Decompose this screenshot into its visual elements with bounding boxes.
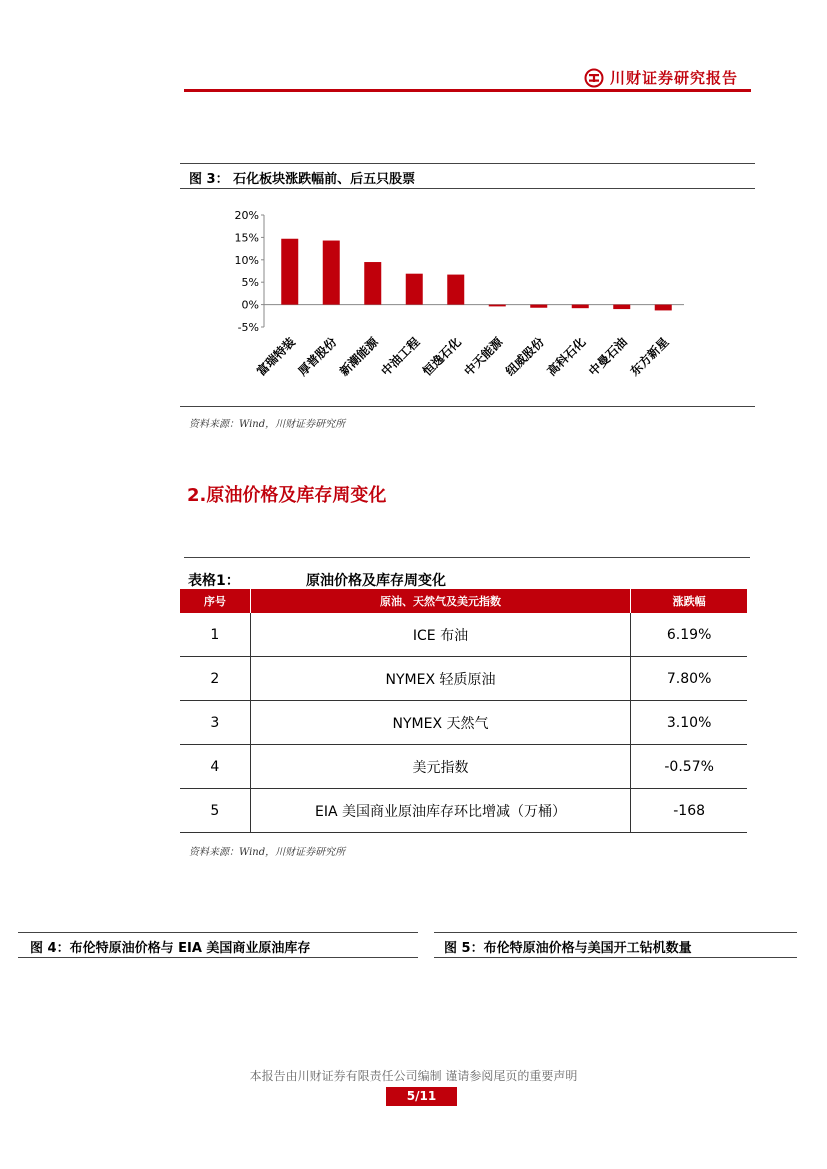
y-axis <box>235 209 684 334</box>
y-tick-label: 15% <box>234 231 259 245</box>
bar <box>364 262 381 305</box>
x-tick-label: 纽威股份 <box>503 334 547 379</box>
figure-3-caption: 图 3： 石化板块涨跌幅前、后五只股票 <box>189 172 416 187</box>
table-row <box>180 789 747 833</box>
cell-change: -0.57% <box>631 745 747 789</box>
x-tick-label: 中油工程 <box>378 334 423 379</box>
figure-3-source: 资料来源：Wind，川财证券研究所 <box>189 419 346 430</box>
cell-change: -168 <box>631 789 747 833</box>
bar <box>489 305 506 307</box>
table-row <box>180 745 747 789</box>
x-axis-labels <box>253 333 671 378</box>
x-tick-label: 东方新星 <box>627 334 672 379</box>
brokerage-logo-icon <box>584 68 604 88</box>
cell-change: 7.80% <box>631 657 747 701</box>
table-title: 原油价格及库存周变化 <box>306 573 446 589</box>
table-row <box>180 657 747 701</box>
footer-disclaimer: 本报告由川财证券有限责任公司编制 谨请参阅尾页的重要声明 <box>249 1069 578 1083</box>
x-tick-label: 富瑞特装 <box>254 334 298 379</box>
cell-index: 2 <box>180 657 250 701</box>
header-change: 涨跌幅 <box>631 589 747 613</box>
bar <box>323 241 340 305</box>
bar <box>447 275 464 305</box>
figure-5-caption-rule <box>434 957 797 958</box>
bar <box>406 274 423 305</box>
header-divider <box>184 89 751 92</box>
cell-change: 6.19% <box>631 613 747 657</box>
table-top-rule <box>184 557 750 558</box>
cell-item: 美元指数 <box>250 745 631 789</box>
y-tick-label: 5% <box>241 276 259 290</box>
cell-item: NYMEX 轻质原油 <box>250 657 631 701</box>
x-tick-label: 厚普股份 <box>295 334 340 379</box>
figure-3-caption-rule <box>180 188 755 189</box>
table-row <box>180 701 747 745</box>
section-heading: 2.原油价格及库存周变化 <box>187 485 387 506</box>
cell-index: 5 <box>180 789 250 833</box>
x-tick-label: 中天能源 <box>461 334 506 379</box>
table-label: 表格1： <box>188 573 240 589</box>
figure-5-top-rule <box>434 932 797 933</box>
table-header-row <box>180 589 747 613</box>
x-tick-label: 高科石化 <box>544 334 589 379</box>
figure-3-bottom-rule <box>180 406 755 407</box>
x-tick-label: 恒逸石化 <box>420 334 464 379</box>
figure-5-caption: 图 5：布伦特原油价格与美国开工钻机数量 <box>444 941 692 956</box>
figure-4-top-rule <box>18 932 418 933</box>
y-tick-label: 20% <box>234 209 259 222</box>
y-tick-label: 10% <box>234 253 259 267</box>
figure-4-caption-rule <box>18 957 418 958</box>
cell-item: NYMEX 天然气 <box>250 701 631 745</box>
bar <box>572 305 589 309</box>
header-index: 序号 <box>180 589 250 613</box>
cell-item: EIA 美国商业原油库存环比增减（万桶） <box>250 789 631 833</box>
report-header-title: 川财证券研究报告 <box>610 69 739 87</box>
figure-4-caption: 图 4：布伦特原油价格与 EIA 美国商业原油库存 <box>30 941 311 956</box>
y-tick-label: -5% <box>237 321 259 334</box>
oil-price-table <box>180 589 747 833</box>
bar-series <box>281 239 672 311</box>
page-number: 5/11 <box>386 1087 457 1106</box>
bar <box>281 239 298 305</box>
x-tick-label: 新潮能源 <box>337 334 381 379</box>
figure-3-top-rule <box>180 163 755 164</box>
table-row <box>180 613 747 657</box>
y-tick-label: 0% <box>241 298 259 312</box>
cell-change: 3.10% <box>631 701 747 745</box>
cell-index: 1 <box>180 613 250 657</box>
bar <box>613 305 630 309</box>
table-source: 资料来源：Wind，川财证券研究所 <box>189 847 346 858</box>
x-tick-label: 中曼石油 <box>586 334 630 379</box>
header-item: 原油、天然气及美元指数 <box>250 589 631 613</box>
cell-index: 4 <box>180 745 250 789</box>
bar <box>530 305 547 308</box>
cell-item: ICE 布油 <box>250 613 631 657</box>
figure-3-bar-chart <box>184 198 754 408</box>
bar <box>655 305 672 311</box>
cell-index: 3 <box>180 701 250 745</box>
